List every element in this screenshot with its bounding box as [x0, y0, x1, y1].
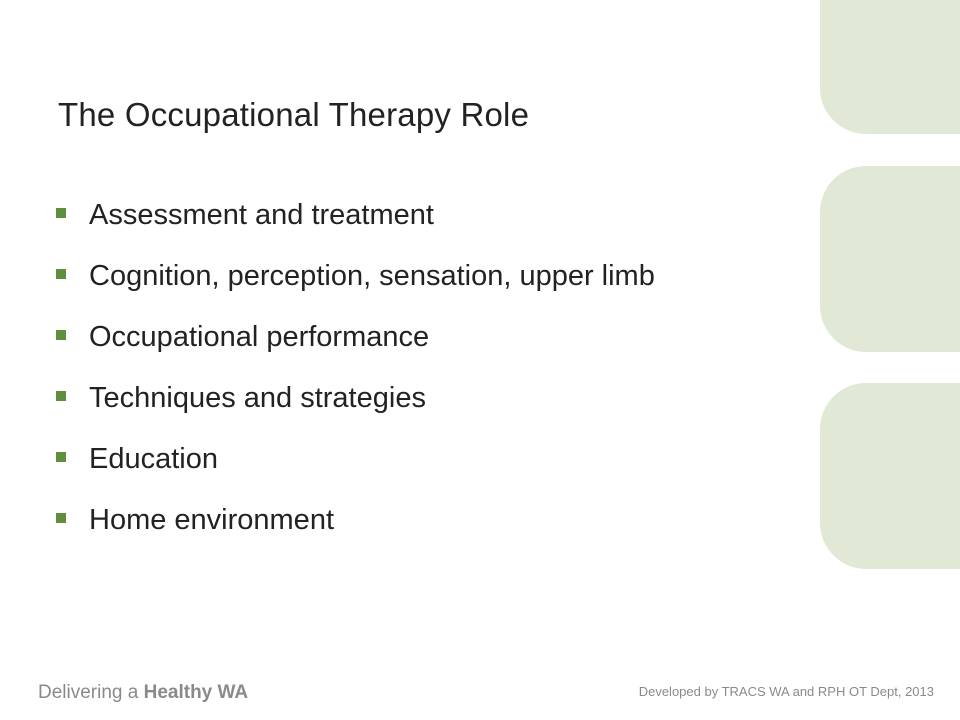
square-bullet-icon [56, 208, 66, 218]
footer-brand-bold: Healthy WA [143, 682, 249, 703]
bullet-text: Education [89, 443, 218, 475]
square-bullet-icon [56, 452, 66, 462]
bullet-text: Occupational performance [89, 321, 430, 353]
bullet-item [56, 190, 776, 240]
bullet-text: Assessment and treatment [89, 199, 434, 231]
decorative-panel-middle [820, 166, 960, 352]
square-bullet-icon [56, 513, 66, 523]
footer-credit: Developed by TRACS WA and RPH OT Dept, 2013 [638, 684, 934, 699]
bullet-item [56, 251, 776, 301]
bullet-item [56, 312, 776, 362]
square-bullet-icon [56, 391, 66, 401]
bullet-item [56, 495, 776, 545]
decorative-panel-bottom [820, 383, 960, 569]
bullet-item [56, 434, 776, 484]
footer-brand [38, 682, 248, 704]
bullet-text: Home environment [89, 504, 334, 536]
square-bullet-icon [56, 269, 66, 279]
square-bullet-icon [56, 330, 66, 340]
bullet-text: Techniques and strategies [89, 382, 426, 414]
bullet-item [56, 373, 776, 423]
decorative-panel-top [820, 0, 960, 134]
bullet-list [56, 190, 776, 556]
footer-brand-prefix: Delivering a [38, 682, 144, 703]
slide-title: The Occupational Therapy Role [58, 96, 530, 133]
bullet-text: Cognition, perception, sensation, upper limb [89, 260, 655, 292]
